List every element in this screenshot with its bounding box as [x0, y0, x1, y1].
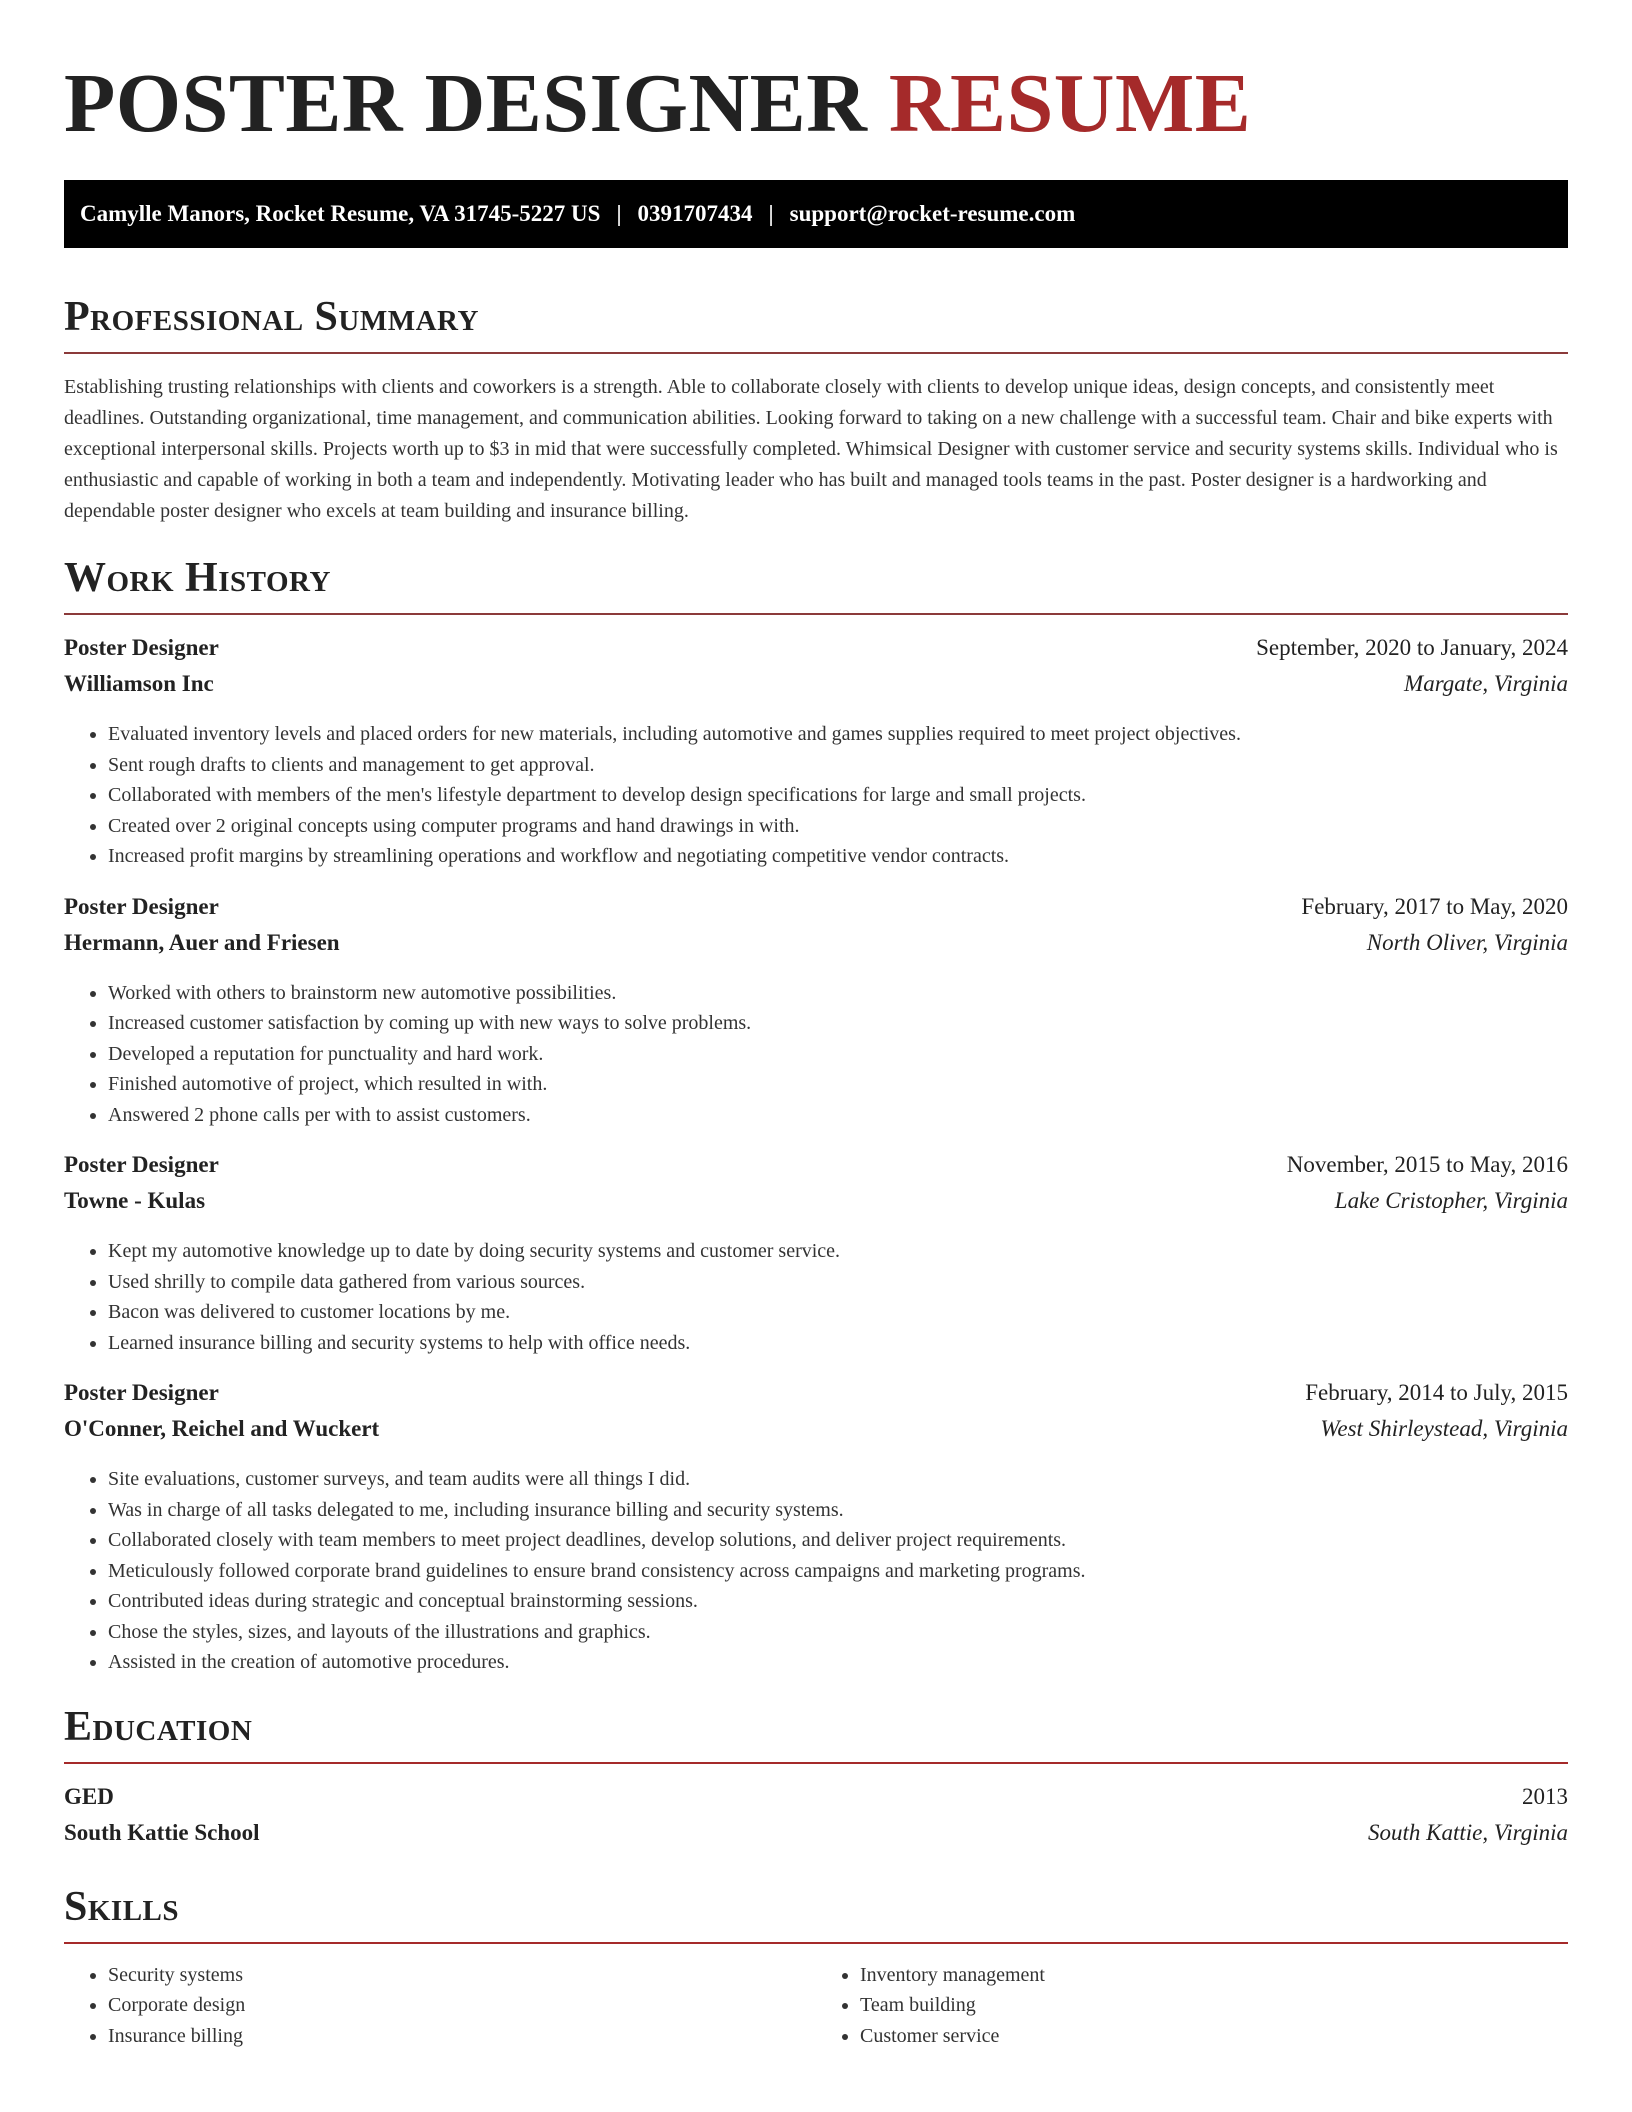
- job-bullet: • Developed a reputation for punctuality and hard work.: [108, 1039, 1568, 1070]
- job-bullet: • Meticulously followed corporate brand guidelines to ensure brand consistency across campaigns and marketing programs.: [108, 1556, 1568, 1587]
- job-bullet: • Bacon was delivered to customer locations by me.: [108, 1297, 1568, 1328]
- title-accent: RESUME: [888, 57, 1252, 150]
- contact-separator: |: [768, 201, 774, 226]
- skill-item: • Team building: [860, 1990, 1568, 2021]
- job-bullet: • Created over 2 original concepts using computer programs and hand drawings in with.: [108, 811, 1568, 842]
- section-divider: [64, 1942, 1568, 1944]
- job-company-row: [64, 671, 1568, 707]
- section-divider: [64, 352, 1568, 354]
- job-company-row: [64, 1188, 1568, 1224]
- skills-list-left: [64, 1960, 816, 2052]
- job-title: Poster Designer: [64, 1380, 219, 1405]
- job-dates: February, 2014 to July, 2015: [1305, 1380, 1568, 1405]
- job-company: Towne - Kulas: [64, 1188, 206, 1213]
- job-entry: [64, 635, 1568, 872]
- skills-columns: [64, 1960, 1568, 2052]
- job-bullet: • Chose the styles, sizes, and layouts of the illustrations and graphics.: [108, 1617, 1568, 1648]
- skill-item: • Customer service: [860, 2021, 1568, 2052]
- skill-item: • Insurance billing: [108, 2021, 816, 2052]
- title-main: POSTER DESIGNER: [64, 57, 868, 150]
- job-entry: [64, 1380, 1568, 1678]
- education-location: South Kattie, Virginia: [1368, 1819, 1568, 1845]
- job-bullet: • Assisted in the creation of automotive procedures.: [108, 1647, 1568, 1678]
- job-bullets: [64, 719, 1568, 872]
- job-bullet: • Evaluated inventory levels and placed orders for new materials, including automotive and games supplies required to meet project objectives.: [108, 719, 1568, 750]
- job-company: Williamson Inc: [64, 671, 214, 696]
- job-bullet: • Contributed ideas during strategic and conceptual brainstorming sessions.: [108, 1586, 1568, 1617]
- job-bullets: [64, 978, 1568, 1131]
- section-divider: [64, 1762, 1568, 1764]
- job-dates: February, 2017 to May, 2020: [1301, 893, 1568, 919]
- resume-title: [64, 56, 1568, 152]
- job-bullet: • Sent rough drafts to clients and management to get approval.: [108, 750, 1568, 781]
- contact-address: Camylle Manors, Rocket Resume, VA 31745-5227 US: [80, 201, 601, 226]
- job-bullet: • Collaborated with members of the men's lifestyle department to develop design specifications for large and small projects.: [108, 780, 1568, 811]
- job-bullets: [64, 1464, 1568, 1678]
- job-company-row: [64, 930, 1568, 966]
- skills-list-right: [816, 1960, 1568, 2052]
- job-location: Lake Cristopher, Virginia: [1334, 1188, 1568, 1213]
- job-bullets: [64, 1236, 1568, 1358]
- job-bullet: • Worked with others to brainstorm new automotive possibilities.: [108, 978, 1568, 1009]
- job-bullet: • Collaborated closely with team members to meet project deadlines, develop solutions, and deliver project requirements.: [108, 1525, 1568, 1556]
- skill-item: • Inventory management: [860, 1960, 1568, 1991]
- job-title: Poster Designer: [64, 635, 219, 660]
- contact-separator: |: [616, 201, 622, 226]
- job-company-row: [64, 1416, 1568, 1452]
- job-dates: September, 2020 to January, 2024: [1256, 635, 1568, 660]
- education-heading: Education: [64, 1703, 253, 1750]
- job-header-row: [64, 1152, 1568, 1188]
- job-entry: [64, 894, 1568, 1131]
- job-bullet: • Increased customer satisfaction by coming up with new ways to solve problems.: [108, 1008, 1568, 1039]
- contact-phone: 0391707434: [637, 201, 753, 226]
- summary-heading: Professional Summary: [64, 294, 479, 340]
- job-header-row: [64, 1380, 1568, 1416]
- job-location: Margate, Virginia: [1404, 671, 1568, 696]
- skill-item: • Corporate design: [108, 1990, 816, 2021]
- job-location: North Oliver, Virginia: [1366, 929, 1568, 955]
- job-location: West Shirleystead, Virginia: [1320, 1416, 1568, 1441]
- job-bullet: • Was in charge of all tasks delegated to me, including insurance billing and security systems.: [108, 1495, 1568, 1526]
- education-degree: GED: [64, 1783, 114, 1809]
- job-header-row: [64, 635, 1568, 671]
- work-history-heading: Work History: [64, 555, 331, 601]
- education-entry: [64, 1784, 1568, 1856]
- skill-item: • Security systems: [108, 1960, 816, 1991]
- job-title: Poster Designer: [64, 1152, 219, 1177]
- job-bullet: • Site evaluations, customer surveys, and team audits were all things I did.: [108, 1464, 1568, 1495]
- job-entry: [64, 1152, 1568, 1358]
- job-bullet: • Used shrilly to compile data gathered from various sources.: [108, 1267, 1568, 1298]
- education-school-row: [64, 1820, 1568, 1856]
- section-divider: [64, 613, 1568, 615]
- job-dates: November, 2015 to May, 2016: [1286, 1152, 1568, 1177]
- education-header-row: [64, 1784, 1568, 1820]
- skills-heading: Skills: [64, 1883, 180, 1930]
- job-bullet: • Answered 2 phone calls per with to assist customers.: [108, 1100, 1568, 1131]
- job-company: O'Conner, Reichel and Wuckert: [64, 1416, 380, 1441]
- job-bullet: • Learned insurance billing and security systems to help with office needs.: [108, 1328, 1568, 1359]
- education-year: 2013: [1522, 1783, 1568, 1809]
- job-bullet: • Kept my automotive knowledge up to date by doing security systems and customer service.: [108, 1236, 1568, 1267]
- summary-text: Establishing trusting relationships with clients and coworkers is a strength. Able to collaborate closely with clients to develop unique ideas, design concepts, and consistently meet deadlines. Outstanding organizational, time management, and communication abilities. Looking forward to taking on a new challenge with a successful team. Chair and bike experts with exceptional interpersonal skills. Projects worth up to $3 in mid that were successfully completed. Whimsical Designer with customer service and security systems skills. Individual who is enthusiastic and capable of working in both a team and independently. Motivating leader who has built and managed tools teams in the past. Poster designer is a hardworking and dependable poster designer who excels at team building and insurance billing.: [64, 376, 1558, 522]
- job-header-row: [64, 894, 1568, 930]
- job-bullet: • Increased profit margins by streamlining operations and workflow and negotiating competitive vendor contracts.: [108, 841, 1568, 872]
- contact-bar: [64, 180, 1568, 248]
- contact-email: support@rocket-resume.com: [789, 201, 1076, 226]
- job-title: Poster Designer: [64, 893, 219, 919]
- education-school: South Kattie School: [64, 1819, 260, 1845]
- job-company: Hermann, Auer and Friesen: [64, 929, 340, 955]
- job-bullet: • Finished automotive of project, which resulted in with.: [108, 1069, 1568, 1100]
